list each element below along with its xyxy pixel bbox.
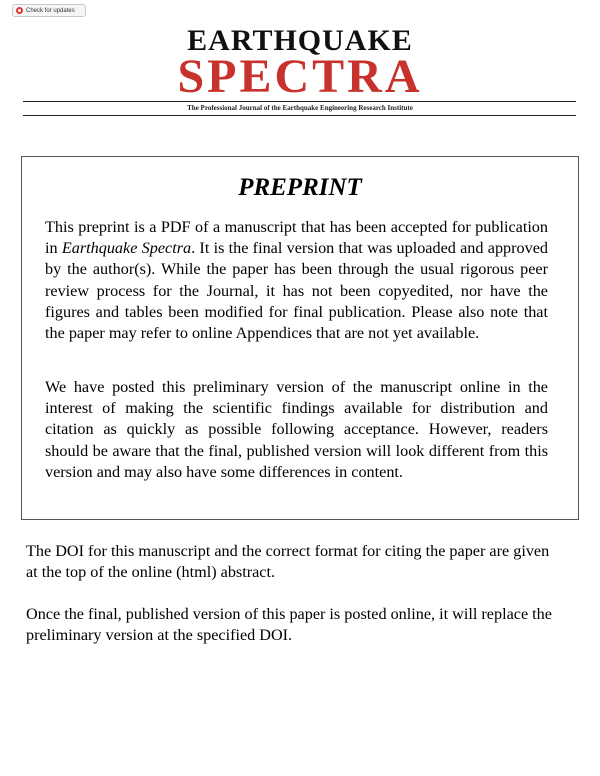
check-for-updates-badge[interactable] <box>12 4 86 17</box>
header-rule-top <box>23 101 576 102</box>
check-for-updates-icon <box>16 7 23 14</box>
preprint-paragraph-1-start: This preprint is a PDF of a manuscript that has been accepted for publication in <box>45 218 548 258</box>
replace-note: Once the final, published version of this paper is posted online, it will replace the preliminary version at the specified DOI. <box>26 605 552 645</box>
preprint-paragraph-1 <box>45 217 548 344</box>
journal-name-inline: Earthquake Spectra <box>61 239 192 258</box>
doi-note: The DOI for this manuscript and the correct format for citing the paper are given at the top of the online (html) abstract. <box>26 542 550 582</box>
preprint-title: PREPRINT <box>238 174 362 201</box>
preprint-paragraph-2: We have posted this preliminary version of the manuscript online in the interest of making the scientific findings available for distribution and citation as quickly as possible following acceptance. However, readers should be aware that the final, published version will look different from this version and may also have some differences in content. <box>45 378 548 481</box>
preprint-notice-box <box>21 156 579 520</box>
preprint-paragraph-1-end: . It is the final version that was uploaded and approved by the author(s). While the paper has been through the usual rigorous peer review process for the Journal, it has not been copyedited, nor have the figures and tables been modified for final publication. Please also note that the paper may refer to online Appendices that are not yet available. <box>45 239 548 343</box>
journal-logo-bottom: SPECTRA <box>177 50 423 103</box>
journal-tagline: The Professional Journal of the Earthquake Engineering Research Institute <box>187 104 413 112</box>
check-for-updates-label: Check for updates <box>26 7 75 14</box>
header-rule-bottom <box>23 115 576 116</box>
journal-logo-top: EARTHQUAKE <box>187 24 413 57</box>
